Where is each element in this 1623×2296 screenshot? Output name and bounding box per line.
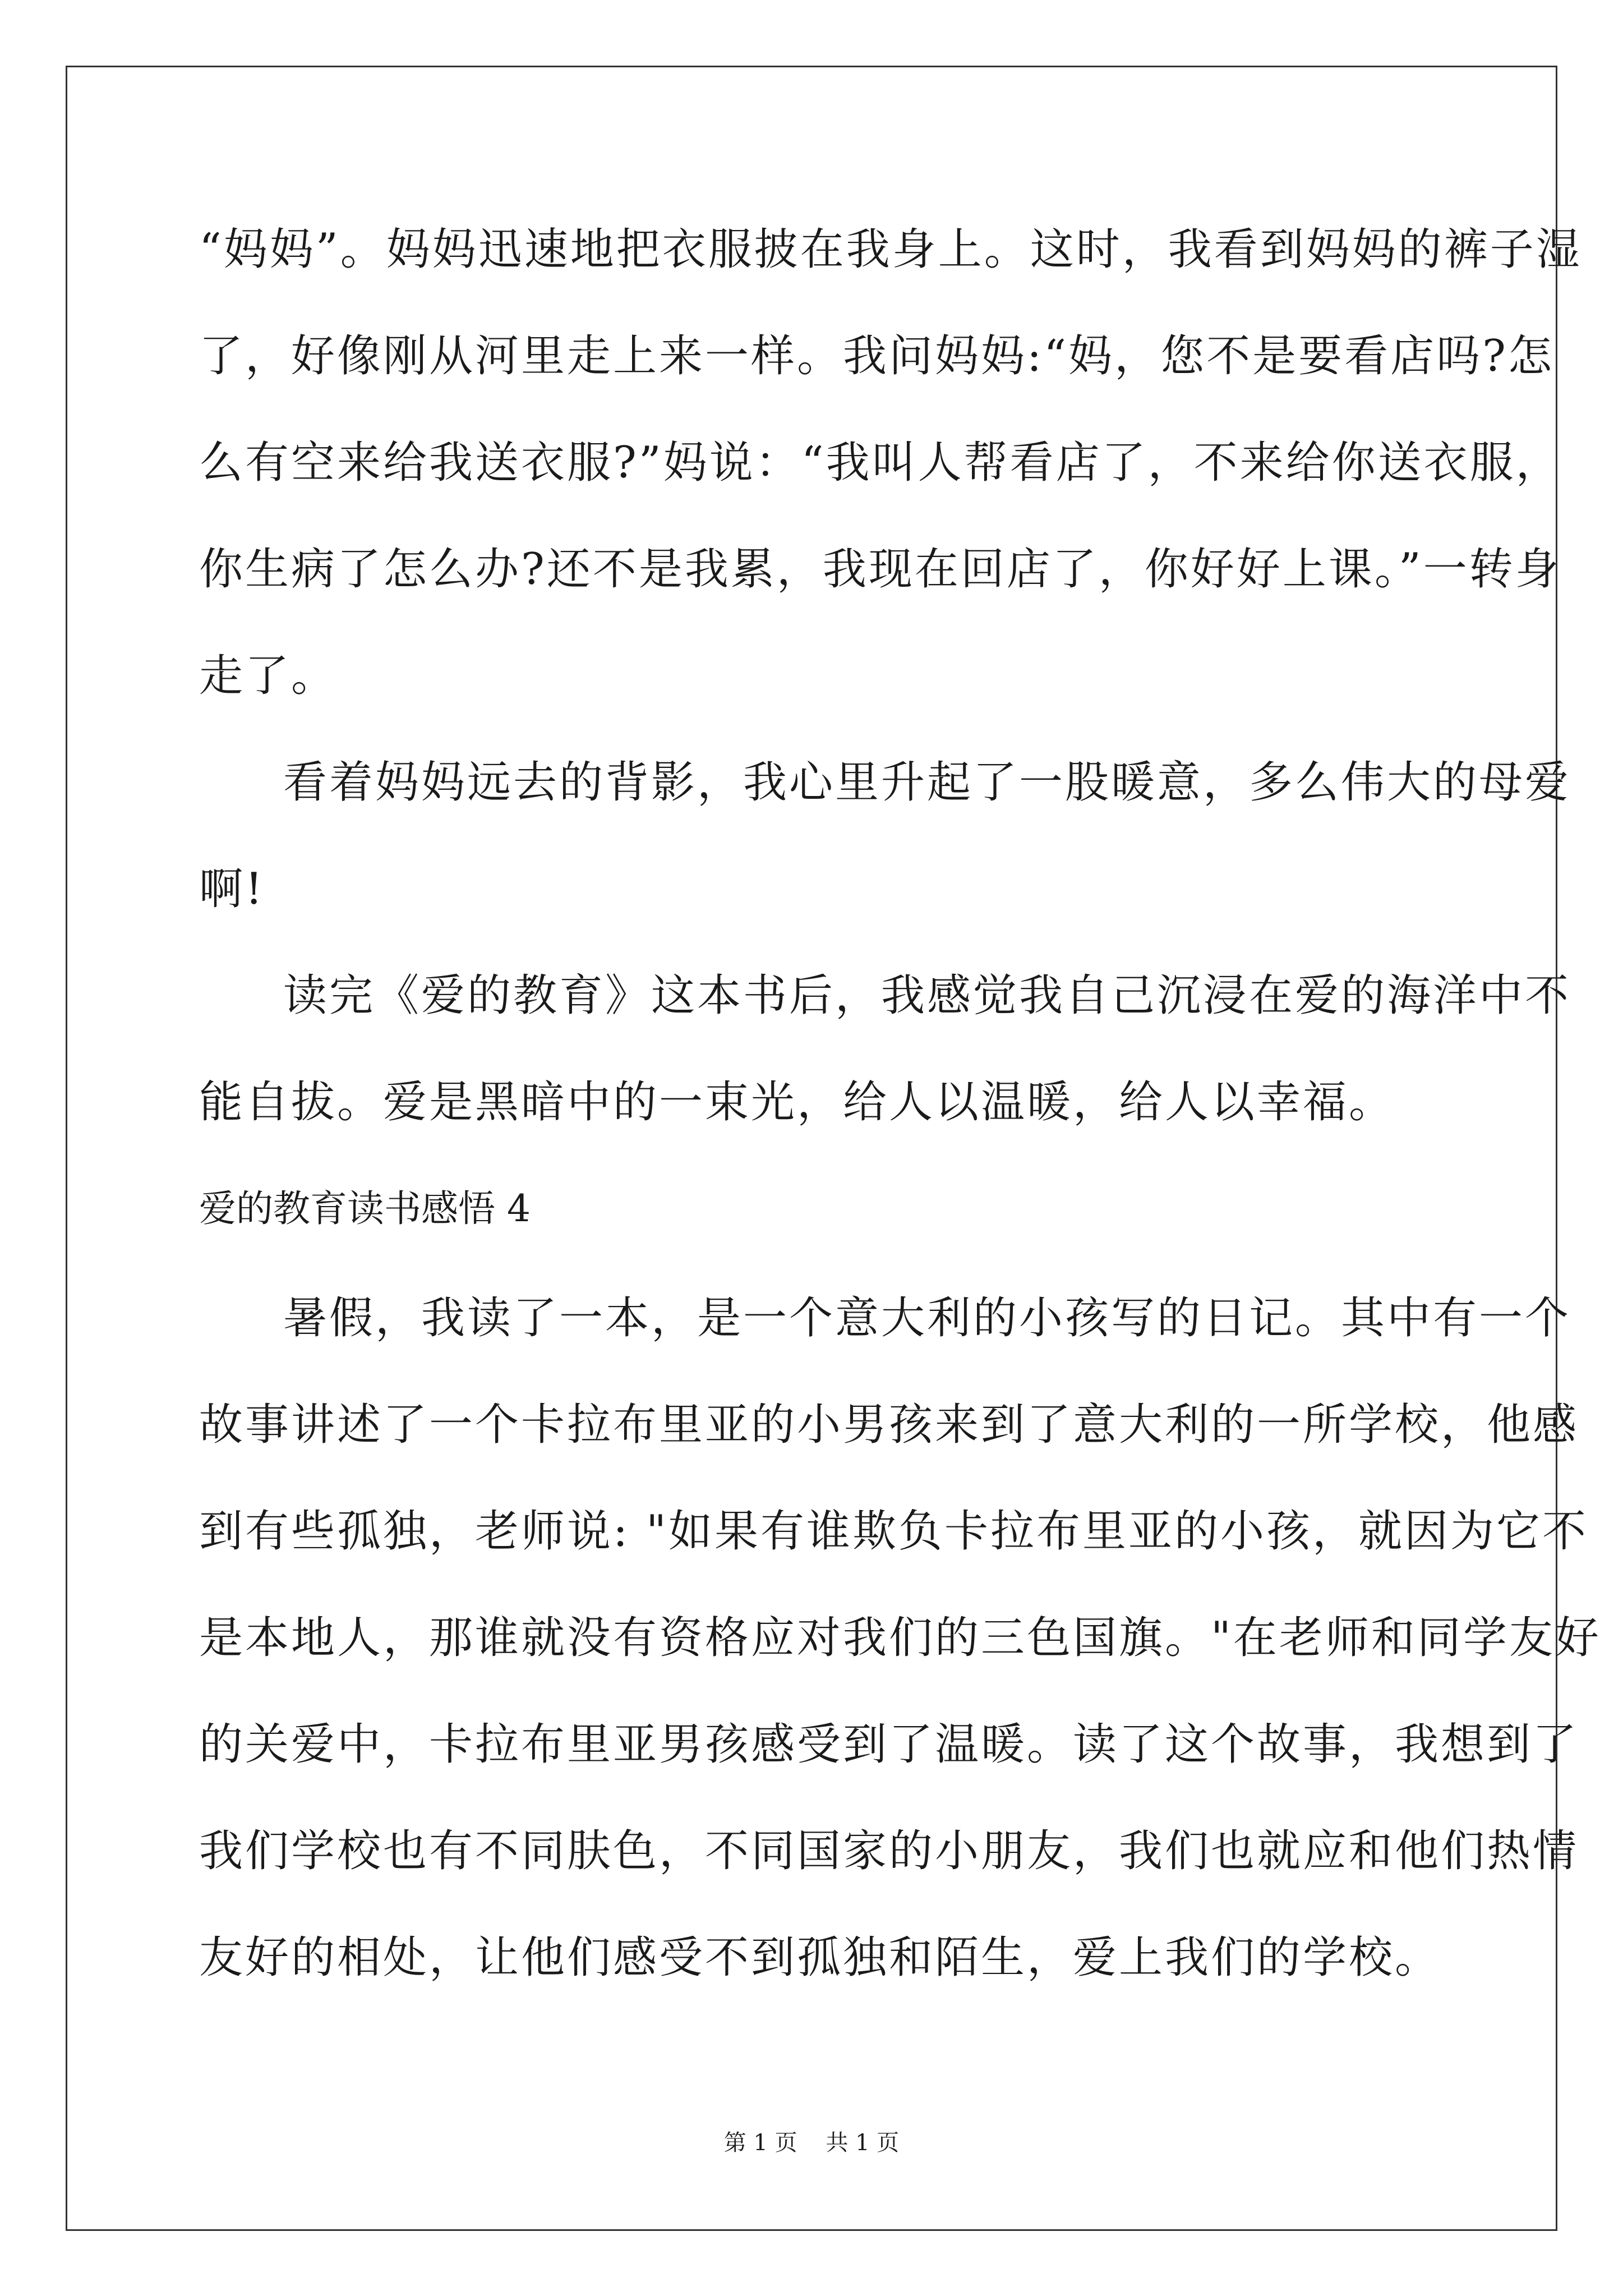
page-border: [66, 66, 1601, 2231]
section-heading: 爱的教育读书感悟 4: [199, 1187, 531, 1230]
paragraph-2-line-1: 看着妈妈远去的背影，我心里升起了一股暖意，多么伟大的母爱: [283, 757, 1571, 808]
paragraph-4-line-2: 故事讲述了一个卡拉布里亚的小男孩来到了意大利的一所学校，他感: [199, 1400, 1579, 1450]
paragraph-4-line-6: 我们学校也有不同肤色，不同国家的小朋友，我们也就应和他们热情: [199, 1826, 1579, 1876]
paragraph-1-line-2: 了，好像刚从河里走上来一样。我问妈妈:“妈，您不是要看店吗?怎: [199, 331, 1554, 381]
paragraph-2-line-2: 啊!: [199, 864, 265, 914]
paragraph-1-line-1: “妈妈”。妈妈迅速地把衣服披在我身上。这时，我看到妈妈的裤子湿: [199, 224, 1582, 275]
paragraph-4-line-7: 友好的相处，让他们感受不到孤独和陌生，爱上我们的学校。: [199, 1932, 1441, 1983]
page-footer: 第 1 页 共 1 页: [723, 2130, 900, 2156]
paragraph-4-line-4: 是本地人，那谁就没有资格应对我们的三色国旗。"在老师和同学友好: [199, 1613, 1601, 1663]
paragraph-4-line-5: 的关爱中，卡拉布里亚男孩感受到了温暖。读了这个故事，我想到了: [199, 1719, 1579, 1770]
paragraph-4-line-3: 到有些孤独，老师说: "如果有谁欺负卡拉布里亚的小孩，就因为它不: [199, 1506, 1588, 1557]
paragraph-4-line-1: 暑假，我读了一本，是一个意大利的小孩写的日记。其中有一个: [283, 1293, 1571, 1343]
paragraph-3-line-1: 读完《爱的教育》这本书后，我感觉我自己沉浸在爱的海洋中不: [283, 970, 1571, 1021]
paragraph-1-line-5: 走了。: [199, 651, 338, 701]
paragraph-1-line-4: 你生病了怎么办?还不是我累，我现在回店了，你好好上课。”一转身: [199, 544, 1561, 595]
paragraph-1-line-3: 么有空来给我送衣服?”妈说：“我叫人帮看店了，不来给你送衣服，: [199, 438, 1562, 488]
paragraph-3-line-2: 能自拔。爱是黑暗中的一束光，给人以温暖，给人以幸福。: [199, 1077, 1395, 1128]
